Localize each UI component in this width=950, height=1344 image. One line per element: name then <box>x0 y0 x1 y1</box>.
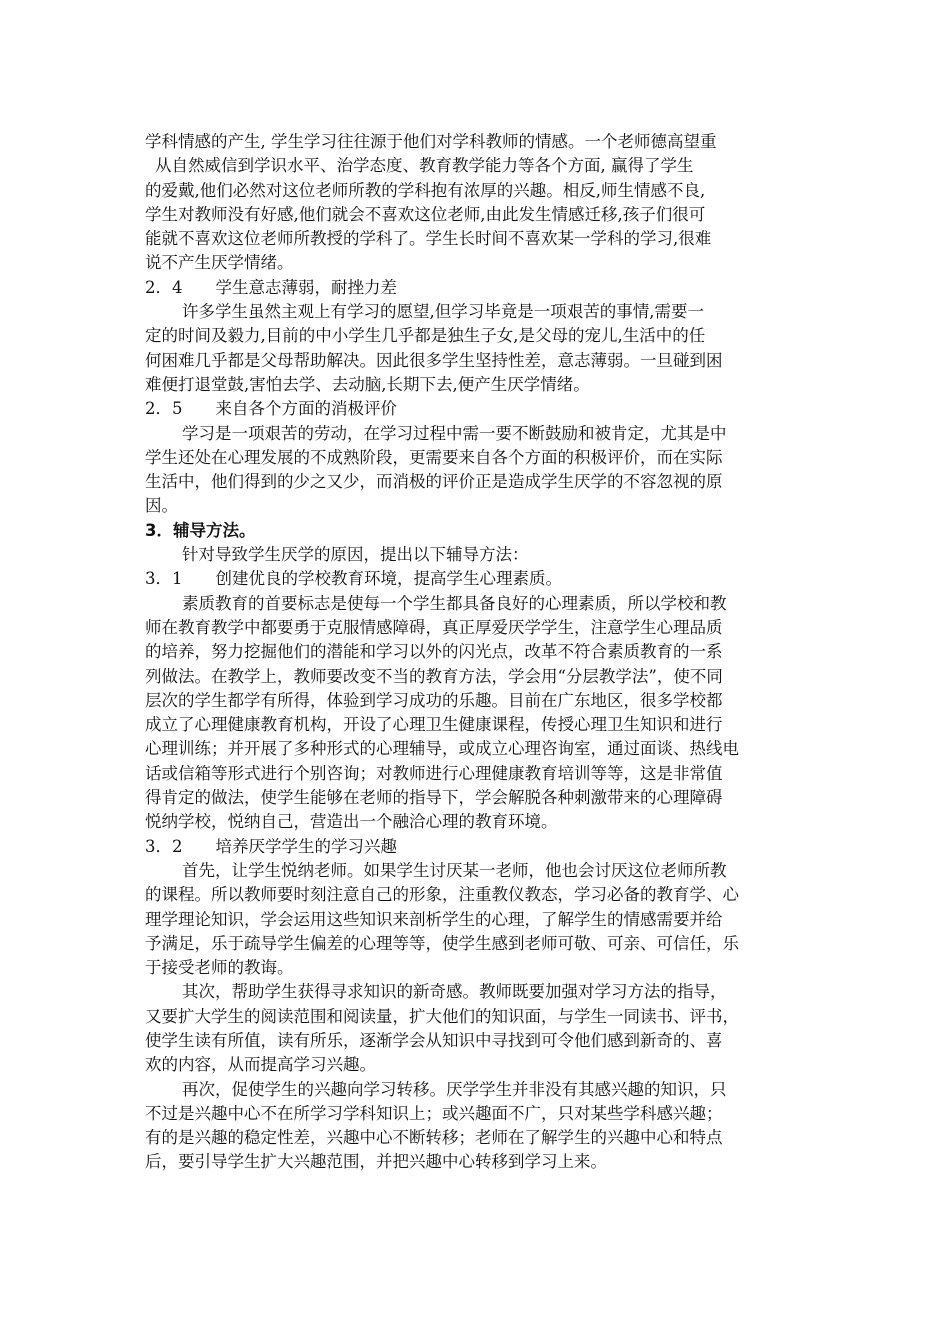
text-line: 的培养，努力挖掘他们的潜能和学习以外的闪光点，改革不符合素质教育的一系 <box>145 642 723 662</box>
text-line: 说不产生厌学情绪。 <box>145 253 294 273</box>
text-line: 师在教育教学中都要勇于克服情感障碍，真正厚爱厌学学生，注意学生心理品质 <box>145 617 723 637</box>
text-line: 再次，促使学生的兴趣向学习转移。厌学学生并非没有其感兴趣的知识，只 <box>182 1079 727 1099</box>
text-line: 其次，帮助学生获得寻求知识的新奇感。教师既要加强对学习方法的指导， <box>182 982 727 1002</box>
document-body <box>145 130 810 1175</box>
text-line: 的爱戴,他们必然对这位老师所教的学科抱有浓厚的兴趣。相反,师生情感不良, <box>145 180 706 200</box>
text-line: 理学理论知识，学会运用这些知识来剖析学生的心理，了解学生的情感需要并给 <box>145 909 723 929</box>
text-line: 能就不喜欢这位老师所教授的学科了。学生长时间不喜欢某一学科的学习,很难 <box>145 229 712 249</box>
text-line: 学生对教师没有好感,他们就会不喜欢这位老师,由此发生情感迁移,孩子们很可 <box>145 204 706 224</box>
text-line: 定的时间及毅力,目前的中小学生几乎都是独生子女,是父母的宠儿,生活中的任 <box>145 326 706 346</box>
text-line: 许多学生虽然主观上有学习的愿望,但学习毕竟是一项艰苦的事情,需要一 <box>182 302 704 322</box>
text-line: 从自然威信到学识水平、治学态度、教育教学能力等各个方面, 赢得了学生 <box>155 156 694 176</box>
text-line: 于接受老师的教诲。 <box>145 958 294 978</box>
text-line: 学生还处在心理发展的不成熟阶段，更需要来自各个方面的积极评价，而在实际 <box>145 447 723 467</box>
text-line: 的课程。所以教师要时刻注意自己的形象，注重教仪教态，学习必备的教育学、心 <box>145 885 739 905</box>
text-line: 心理训练；并开展了多种形式的心理辅导，或成立心理咨询室，通过面谈、热线电 <box>145 739 739 759</box>
text-line: 难便打退堂鼓,害怕去学、去动脑,长期下去,便产生厌学情绪。 <box>145 374 590 394</box>
text-line: 悦纳学校，悦纳自己，营造出一个融洽心理的教育环境。 <box>145 812 558 832</box>
text-line: 学科情感的产生, 学生学习往往源于他们对学科教师的情感。一个老师德高望重 <box>145 132 717 151</box>
text-line: 又要扩大学生的阅读范围和阅读量，扩大他们的知识面，与学生一同读书、评书， <box>145 1006 739 1026</box>
text-line: 不过是兴趣中心不在所学习学科知识上；或兴趣面不广，只对某些学科感兴趣； <box>145 1103 723 1123</box>
text-line: 得肯定的做法，使学生能够在老师的指导下，学会解脱各种刺激带来的心理障碍 <box>145 788 723 808</box>
text-line: 首先，让学生悦纳老师。如果学生讨厌某一老师，他也会讨厌这位老师所教 <box>182 860 727 880</box>
text-line: 针对导致学生厌学的原因，提出以下辅导方法： <box>182 545 529 565</box>
text-line: 欢的内容，从而提高学习兴趣。 <box>145 1055 376 1075</box>
text-line: 层次的学生都学有所得，体验到学习成功的乐趣。目前在广东地区，很多学校都 <box>145 690 723 710</box>
text-line: 2．5 来自各个方面的消极评价 <box>145 399 397 419</box>
text-line: 2．4 学生意志薄弱，耐挫力差 <box>145 277 397 297</box>
text-line: 3．2 培养厌学学生的学习兴趣 <box>145 836 397 856</box>
text-line: 成立了心理健康教育机构，开设了心理卫生健康课程，传授心理卫生知识和进行 <box>145 715 723 735</box>
text-line: 话或信箱等形式进行个别咨询；对教师进行心理健康教育培训等等，这是非常值 <box>145 763 723 783</box>
text-line: 因。 <box>145 496 178 516</box>
text-line: 后，要引导学生扩大兴趣范围，并把兴趣中心转移到学习上来。 <box>145 1152 607 1172</box>
section-heading: 3．辅导方法。 <box>145 520 256 540</box>
text-line: 列做法。在教学上，教师要改变不当的教育方法，学会用“分层教学法”，使不同 <box>145 666 723 686</box>
text-line: 使学生读有所值，读有所乐，逐渐学会从知识中寻找到可令他们感到新奇的、喜 <box>145 1030 723 1050</box>
text-line: 学习是一项艰苦的劳动，在学习过程中需一要不断鼓励和被肯定，尤其是中 <box>182 423 727 443</box>
text-line: 素质教育的首要标志是使每一个学生都具备良好的心理素质，所以学校和教 <box>182 593 727 613</box>
text-line: 3．1 创建优良的学校教育环境，提高学生心理素质。 <box>145 569 562 589</box>
text-line: 何困难几乎都是父母帮助解决。因此很多学生坚持性差，意志薄弱。一旦碰到困 <box>145 350 723 370</box>
text-line: 生活中，他们得到的少之又少，而消极的评价正是造成学生厌学的不容忽视的原 <box>145 472 723 492</box>
text-line: 有的是兴趣的稳定性差，兴趣中心不断转移；老师在了解学生的兴趣中心和特点 <box>145 1128 723 1148</box>
text-line: 予满足，乐于疏导学生偏差的心理等等，使学生感到老师可敬、可亲、可信任，乐 <box>145 933 739 953</box>
